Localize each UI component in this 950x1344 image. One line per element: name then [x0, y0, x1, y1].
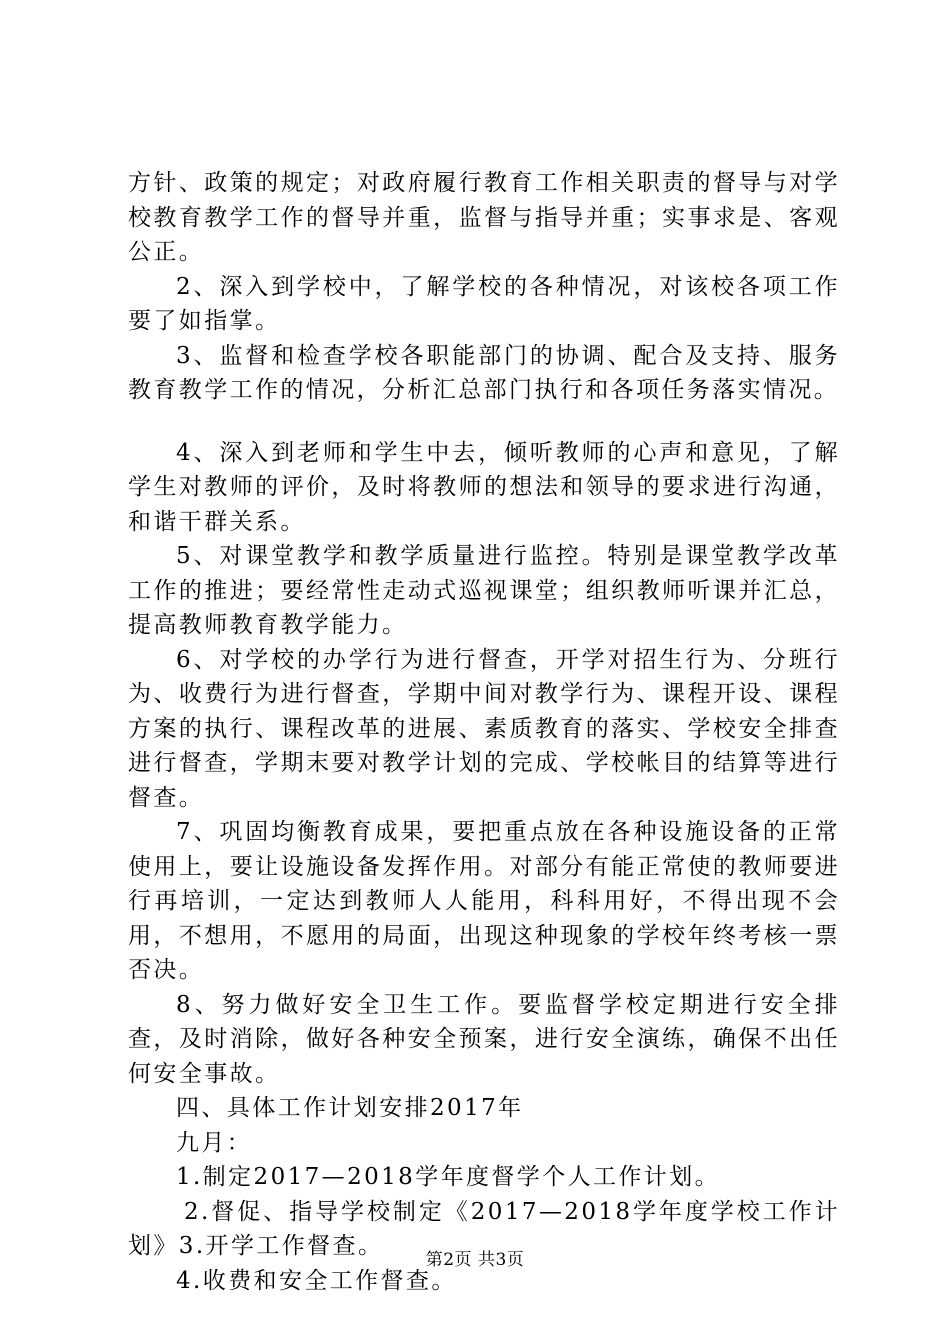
paragraph-item-4: 4、深入到老师和学生中去，倾听教师的心声和意见，了解学生对教师的评价，及时将教师的想法和领导的要求进行沟通，和谐干群关系。 — [128, 439, 840, 535]
page-footer — [0, 1245, 950, 1270]
paragraph-policy-principles: 方针、政策的规定；对政府履行教育工作相关职责的督导与对学校教育教学工作的督导并重，监督与指导并重；实事求是、客观公正。 — [128, 170, 840, 265]
paragraph-item-7: 7、巩固均衡教育成果，要把重点放在各种设施设备的正常使用上，要让设施设备发挥作用。对部分有能正常使的教师要进行再培训，一定达到教师人人能用，科科用好，不得出现不会用，不想用，不愿用的局面，出现这种现象的学校年终考核一票否决。 — [128, 819, 840, 983]
plan-item-4: 4.收费和安全工作督查。 — [176, 1267, 457, 1294]
document-body — [128, 166, 840, 1298]
section-heading-work-plan: 四、具体工作计划安排2017年 — [176, 1095, 524, 1121]
month-heading-september: 九月： — [176, 1129, 253, 1156]
paragraph-item-6: 6、对学校的办学行为进行督查，开学对招生行为、分班行为、收费行为进行督查，学期中间对教学行为、课程开设、课程方案的执行、课程改革的进展、素质教育的落实、学校安全排查进行督查，学期末要对教学计划的完成、学校帐目的结算等进行督查。 — [128, 646, 840, 811]
plan-item-1: 1.制定2017—2018学年度督学个人工作计划。 — [176, 1164, 721, 1190]
paragraph-item-5: 5、对课堂教学和教学质量进行监控。特别是课堂教学改革工作的推进；要经常性走动式巡视课堂；组织教师听课并汇总，提高教师教育教学能力。 — [128, 543, 840, 638]
page-number: 第2页 共3页 — [425, 1250, 525, 1270]
plan-item-2-3: 2.督促、指导学校制定《2017—2018学年度学校工作计划》3.开学工作督查。 — [128, 1198, 840, 1259]
paragraph-item-3: 3、监督和检查学校各职能部门的协调、配合及支持、服务教育教学工作的情况，分析汇总部门执行和各项任务落实情况。 — [128, 342, 840, 403]
paragraph-item-2: 2、深入到学校中，了解学校的各种情况，对该校各项工作要了如指掌。 — [128, 273, 840, 334]
paragraph-item-8: 8、努力做好安全卫生工作。要监督学校定期进行安全排查，及时消除，做好各种安全预案，进行安全演练，确保不出任何安全事故。 — [128, 991, 840, 1087]
